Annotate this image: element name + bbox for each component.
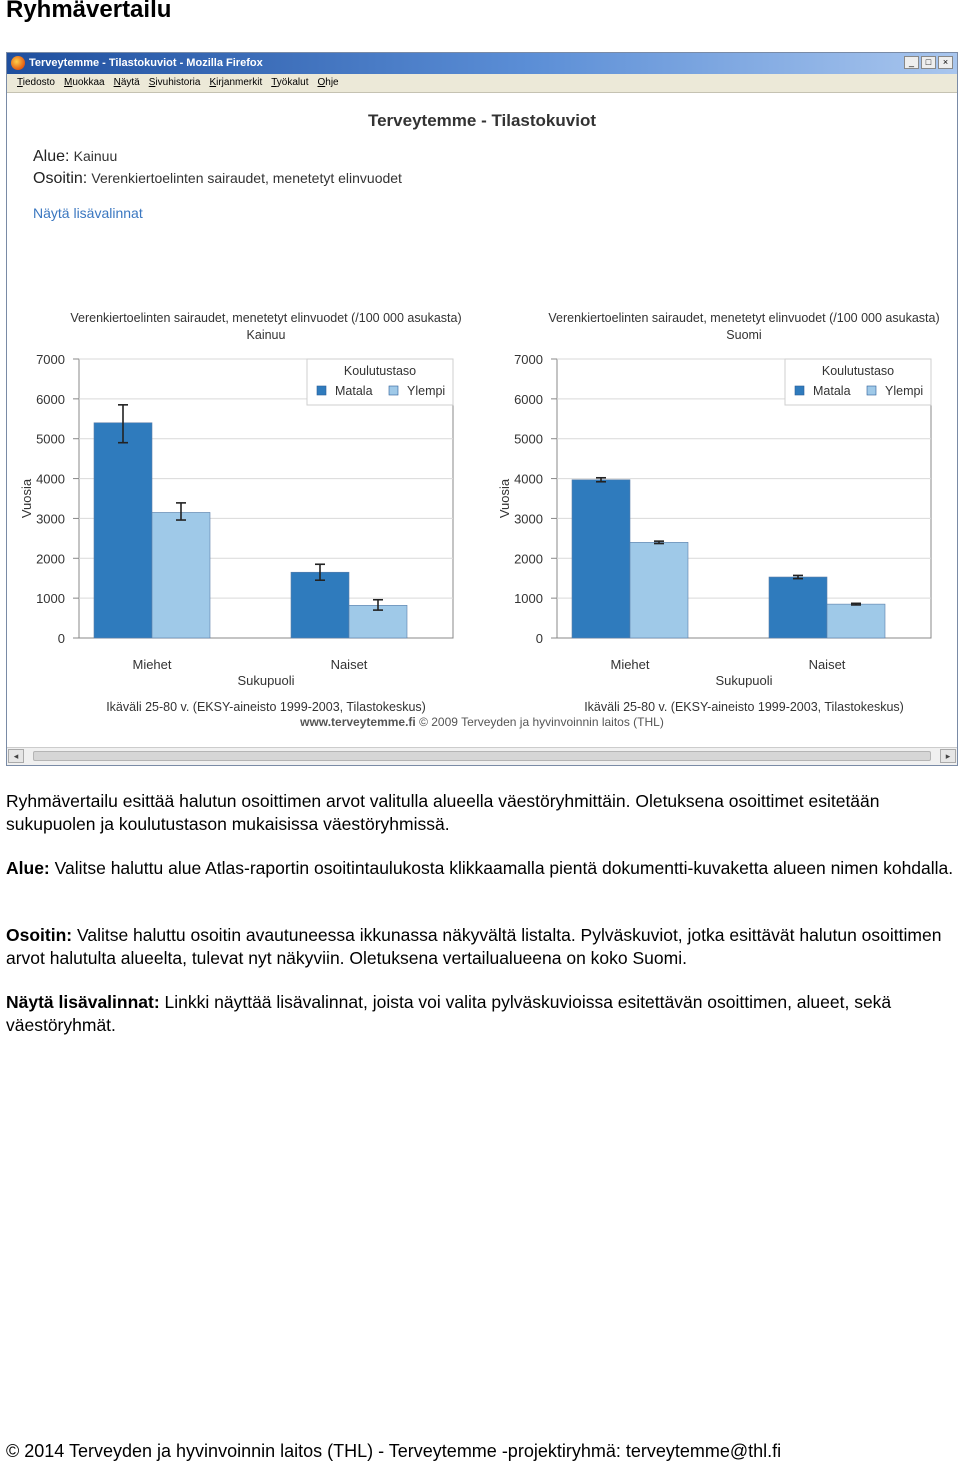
chart-subtitle: Suomi bbox=[726, 328, 762, 342]
indicator-help-label: Osoitin: bbox=[6, 925, 73, 945]
site-link[interactable]: www.terveytemme.fi bbox=[300, 715, 416, 729]
copyright-footer: © 2014 Terveyden ja hyvinvoinnin laitos (THL) - Terveytemme -projektiryhmä: terveytemme@thl.fi bbox=[6, 1441, 782, 1461]
y-tick-label: 3000 bbox=[36, 511, 65, 527]
y-tick-label: 7000 bbox=[36, 352, 65, 367]
y-tick-label: 1000 bbox=[514, 591, 543, 607]
indicator-help-paragraph bbox=[6, 924, 956, 969]
chart-note: Ikäväli 25-80 v. (EKSY-aineisto 1999-2003, Tilastokeskus) bbox=[106, 700, 426, 714]
bar bbox=[152, 512, 210, 638]
firefox-icon bbox=[11, 56, 25, 70]
y-tick-label: 5000 bbox=[514, 431, 543, 447]
bar bbox=[291, 572, 349, 638]
menu-view[interactable]: Näytä bbox=[113, 77, 140, 88]
x-tick-label: Miehet bbox=[132, 657, 172, 672]
window-title: Terveytemme - Tilastokuviot - Mozilla Firefox bbox=[29, 57, 263, 69]
menu-edit[interactable]: Muokkaa bbox=[64, 77, 105, 88]
legend-swatch bbox=[867, 386, 876, 395]
document-title: Ryhmävertailu bbox=[6, 0, 172, 23]
description-paragraph bbox=[6, 790, 956, 835]
page-content bbox=[7, 93, 957, 747]
area-help-text: Valitse haluttu alue Atlas-raportin osoitintaulukosta klikkaamalla pientä dokumentti-kuvaketta alueen nimen kohdalla. bbox=[49, 858, 954, 878]
x-tick-label: Naiset bbox=[808, 657, 846, 672]
legend-title: Koulutustaso bbox=[343, 364, 417, 378]
description-text: Ryhmävertailu esittää halutun osoittimen arvot valitulla alueella väestöryhmittäin. Oletuksena osoittimet esitetään sukupuolen ja koulutustason mukaisissa väestöryhmissä. bbox=[6, 791, 880, 834]
chart-note: Ikäväli 25-80 v. (EKSY-aineisto 1999-2003, Tilastokeskus) bbox=[584, 700, 904, 714]
y-tick-label: 4000 bbox=[514, 471, 543, 487]
y-tick-label: 3000 bbox=[514, 511, 543, 527]
area-help-paragraph bbox=[6, 857, 956, 880]
chart-title: Verenkiertoelinten sairaudet, menetetyt elinvuodet (/100 000 asukasta) bbox=[548, 311, 940, 325]
legend-swatch bbox=[389, 386, 398, 395]
site-footer bbox=[7, 715, 957, 729]
y-tick-label: 2000 bbox=[36, 551, 65, 567]
legend-swatch bbox=[317, 386, 326, 395]
horizontal-scrollbar[interactable] bbox=[7, 747, 957, 765]
y-tick-label: 1000 bbox=[36, 591, 65, 607]
site-copyright: © 2009 Terveyden ja hyvinvoinnin laitos (THL) bbox=[415, 715, 664, 729]
x-tick-label: Naiset bbox=[330, 657, 368, 672]
window-controls bbox=[904, 56, 953, 69]
legend-label: Matala bbox=[335, 384, 373, 398]
legend-title: Koulutustaso bbox=[821, 364, 895, 378]
y-tick-label: 2000 bbox=[514, 551, 543, 567]
chart-suomi bbox=[489, 255, 959, 714]
x-axis-label: Sukupuoli bbox=[715, 673, 773, 688]
maximize-button[interactable]: □ bbox=[921, 56, 936, 69]
y-tick-label: 4000 bbox=[36, 471, 65, 487]
bar bbox=[572, 480, 630, 638]
menu-bookmarks[interactable]: Kirjanmerkit bbox=[209, 77, 263, 88]
x-tick-label: Miehet bbox=[610, 657, 650, 672]
menu-file[interactable]: Tiedosto bbox=[17, 77, 55, 88]
minimize-button[interactable]: _ bbox=[904, 56, 919, 69]
area-help-label: Alue: bbox=[6, 858, 50, 878]
bar bbox=[769, 577, 827, 638]
browser-window bbox=[6, 52, 958, 766]
page-heading: Terveytemme - Tilastokuviot bbox=[367, 111, 596, 130]
y-tick-label: 7000 bbox=[514, 352, 543, 367]
menu-bar bbox=[7, 74, 957, 93]
menu-help[interactable]: Ohje bbox=[317, 77, 339, 88]
indicator-value: Verenkiertoelinten sairaudet, menetetyt elinvuodet bbox=[91, 170, 402, 186]
x-axis-label: Sukupuoli bbox=[237, 673, 295, 688]
close-button[interactable]: × bbox=[938, 56, 953, 69]
legend-label: Ylempi bbox=[407, 384, 446, 398]
area-label: Alue: bbox=[33, 148, 70, 165]
y-tick-label: 5000 bbox=[36, 431, 65, 447]
window-titlebar[interactable] bbox=[7, 53, 957, 74]
chart-subtitle: Kainuu bbox=[246, 328, 286, 342]
chart-title: Verenkiertoelinten sairaudet, menetetyt elinvuodet (/100 000 asukasta) bbox=[70, 311, 462, 325]
scroll-left-arrow-icon[interactable]: ◂ bbox=[8, 749, 24, 763]
y-axis-label: Vuosia bbox=[497, 478, 512, 519]
y-tick-label: 0 bbox=[535, 631, 543, 646]
legend-swatch bbox=[795, 386, 804, 395]
show-more-options-link[interactable]: Näytä lisävalinnat bbox=[33, 205, 143, 221]
menu-tools[interactable]: Työkalut bbox=[271, 77, 309, 88]
options-help-label: Näytä lisävalinnat: bbox=[6, 992, 160, 1012]
y-tick-label: 0 bbox=[57, 631, 65, 646]
indicator-field bbox=[33, 170, 402, 188]
scroll-right-arrow-icon[interactable]: ▸ bbox=[940, 749, 956, 763]
indicator-help-text: Valitse haluttu osoitin avautuneessa ikkunassa näkyvältä listalta. Pylväskuviot, jotka esittävät halutun osoittimen arvot halutulta alueelta, tulevat nyt näkyviin. Oletuksena vertailualueena on koko Suomi. bbox=[6, 925, 942, 968]
y-tick-label: 6000 bbox=[36, 391, 65, 407]
menu-history[interactable]: Sivuhistoria bbox=[148, 77, 201, 88]
bar bbox=[630, 542, 688, 638]
y-axis-label: Vuosia bbox=[19, 478, 34, 519]
bar bbox=[827, 604, 885, 638]
options-help-text: Linkki näyttää lisävalinnat, joista voi valita pylväskuvioissa esitettävän osoittimen, alueet, sekä väestöryhmät. bbox=[6, 992, 892, 1035]
legend-label: Ylempi bbox=[885, 384, 924, 398]
legend-label: Matala bbox=[813, 384, 851, 398]
y-tick-label: 6000 bbox=[514, 391, 543, 407]
bar bbox=[94, 423, 152, 638]
area-field bbox=[33, 148, 117, 166]
area-value: Kainuu bbox=[73, 148, 118, 164]
scroll-thumb[interactable] bbox=[33, 751, 931, 761]
chart-kainuu bbox=[11, 255, 481, 714]
indicator-label: Osoitin: bbox=[33, 170, 88, 187]
options-help-paragraph bbox=[6, 991, 956, 1036]
